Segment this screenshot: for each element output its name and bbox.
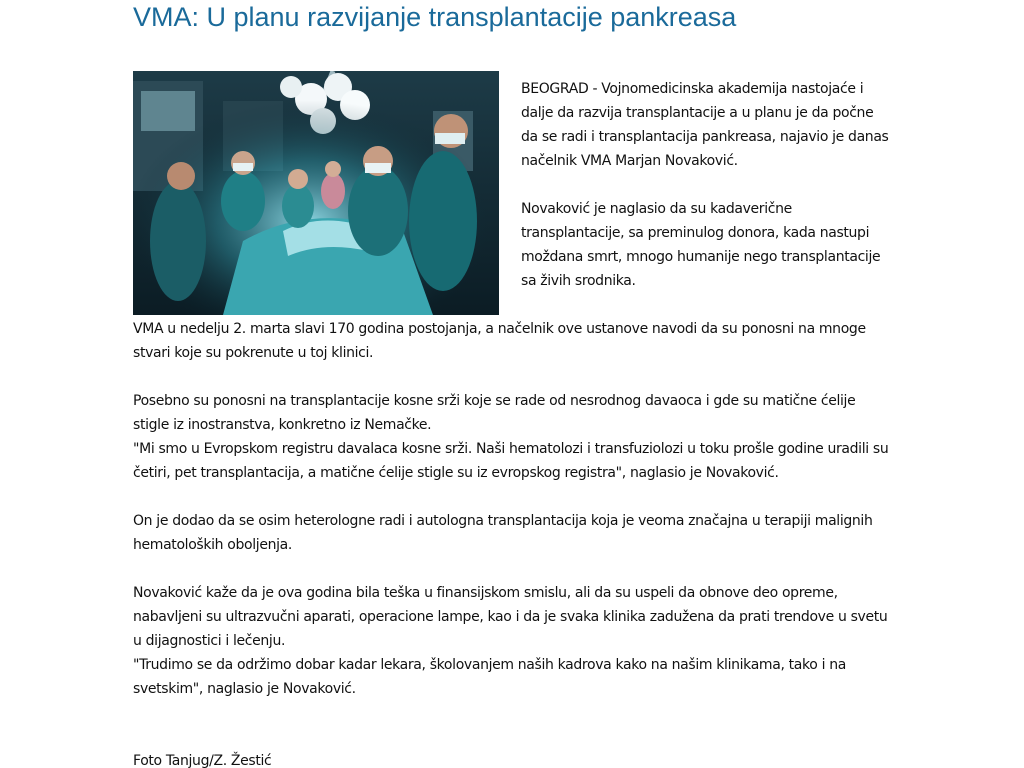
article-body — [133, 317, 891, 768]
body-paragraph: VMA u nedelju 2. marta slavi 170 godina postojanja, a načelnik ove ustanove navodi da su ponosni na mnoge stvari koje su pokrenute u toj klinici. — [133, 321, 866, 361]
paragraph-spacer — [133, 485, 891, 509]
body-paragraph: Posebno su ponosni na transplantacije kosne srži koje se rade od nesrodnog davaoca i gde su matične ćelije stigle iz inostranstva, konkretno iz Nemačke. — [133, 393, 856, 433]
lead-paragraph: BEOGRAD - Vojnomedicinska akademija nastojaće i dalje da razvija transplantacije a u planu je da počne da se radi i transplantacija pankreasa, najavio je danas načelnik VMA Marjan Novaković. — [521, 81, 889, 169]
paragraph-spacer — [133, 557, 891, 581]
paragraph-spacer — [133, 365, 891, 389]
body-paragraph: Novaković kaže da je ova godina bila teška u finansijskom smislu, ali da su uspeli da obnove deo opreme, nabavljeni su ultrazvučni aparati, operacione lampe, kao i da je svaka klinika zadužena da prati trendove u svetu u dijagnostici i lečenju. — [133, 585, 888, 649]
lead-paragraph: Novaković je naglasio da su kadaverične transplantacije, sa preminulog donora, kada nastupi moždana smrt, mnogo humanije nego transplantacije sa živih srodnika. — [521, 201, 881, 289]
body-paragraph: "Mi smo u Evropskom registru davalaca kosne srži. Naši hematolozi i transfuziolozi u toku prošle godine uradili su četiri, pet transplantacija, a matične ćelije stigle su iz evropskog registra", naglasio je Novaković. — [133, 441, 889, 481]
article-title: VMA: U planu razvijanje transplantacije pankreasa — [133, 2, 737, 32]
surgery-photo — [133, 71, 499, 315]
paragraph-spacer — [133, 701, 891, 749]
body-paragraph: On je dodao da se osim heterologne radi i autologna transplantacija koja je veoma značajna u terapiji malignih hematoloških oboljenja. — [133, 513, 873, 553]
photo-credit: Foto Tanjug/Z. Žestić — [133, 753, 272, 768]
body-paragraph: "Trudimo se da održimo dobar kadar lekara, školovanjem naših kadrova kako na našim klinikama, tako i na svetskim", naglasio je Novaković. — [133, 657, 846, 697]
article-lead — [521, 77, 891, 317]
